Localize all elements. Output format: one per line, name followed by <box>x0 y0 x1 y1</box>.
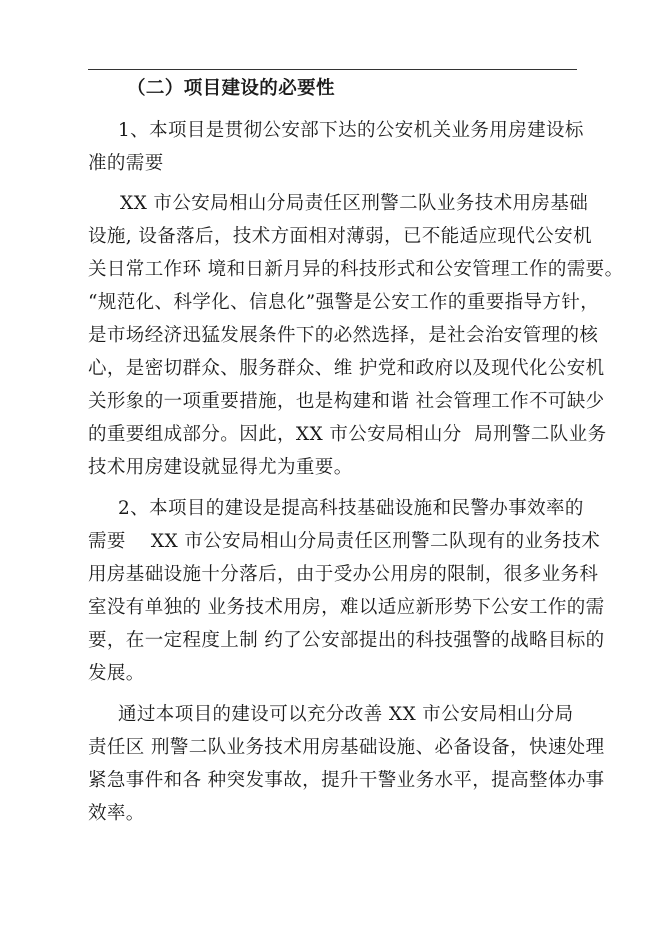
paragraph-line: 1、本项目是贯彻公安部下达的公安机关业务用房建设标 <box>118 120 584 141</box>
paragraph-line: 责任区 刑警二队业务技术用房基础设施、必备设备，快速处理 <box>88 737 605 758</box>
paragraph-line: 心，是密切群众、服务群众、维 护党和政府以及现代化公安机 <box>88 358 605 379</box>
paragraph-line: 效率。 <box>88 803 145 824</box>
paragraph-line: 需要 XX 市公安局相山分局责任区刑警二队现有的业务技术 <box>88 531 601 552</box>
paragraph-line: 紧急事件和各 种突发事故，提升干警业务水平，提高整体办事 <box>88 770 605 791</box>
paragraph-line: 设施, 设备落后，技术方面相对薄弱，已不能适应现代公安机 <box>88 226 592 247</box>
paragraph-line: 通过本项目的建设可以充分改善 XX 市公安局相山分局 <box>118 704 574 725</box>
paragraph-line: 准的需要 <box>88 153 164 174</box>
section-heading: （二）项目建设的必要性 <box>127 78 335 99</box>
paragraph-line: 关日常工作环 境和日新月异的科技形式和公安管理工作的需要。 <box>88 259 624 280</box>
paragraph-line: 关形象的一项重要措施，也是构建和谐 社会管理工作不可缺少 <box>88 391 605 412</box>
paragraph-line: 技术用房建设就显得尤为重要。 <box>88 457 353 478</box>
paragraph-line: 是市场经济迅猛发展条件下的必然选择，是社会治安管理的核 <box>88 325 599 346</box>
paragraph-line: XX 市公安局相山分局责任区刑警二队业务技术用房基础 <box>120 193 589 214</box>
paragraph-line: 室没有单独的 业务技术用房，难以适应新形势下公安工作的需 <box>88 597 605 618</box>
paragraph-line: “规范化、科学化、信息化”强警是公安工作的重要指导方针， <box>88 292 600 313</box>
paragraph-line: 用房基础设施十分落后，由于受办公用房的限制，很多业务科 <box>88 564 599 585</box>
paragraph-line: 2、本项目的建设是提高科技基础设施和民警办事效率的 <box>118 498 584 519</box>
paragraph-line: 发展。 <box>88 663 145 684</box>
paragraph-line: 要，在一定程度上制 约了公安部提出的科技强警的战略目标的 <box>88 630 605 651</box>
paragraph-line: 的重要组成部分。因此，XX 市公安局相山分 局刑警二队业务 <box>88 424 607 445</box>
header-rule <box>88 69 577 70</box>
